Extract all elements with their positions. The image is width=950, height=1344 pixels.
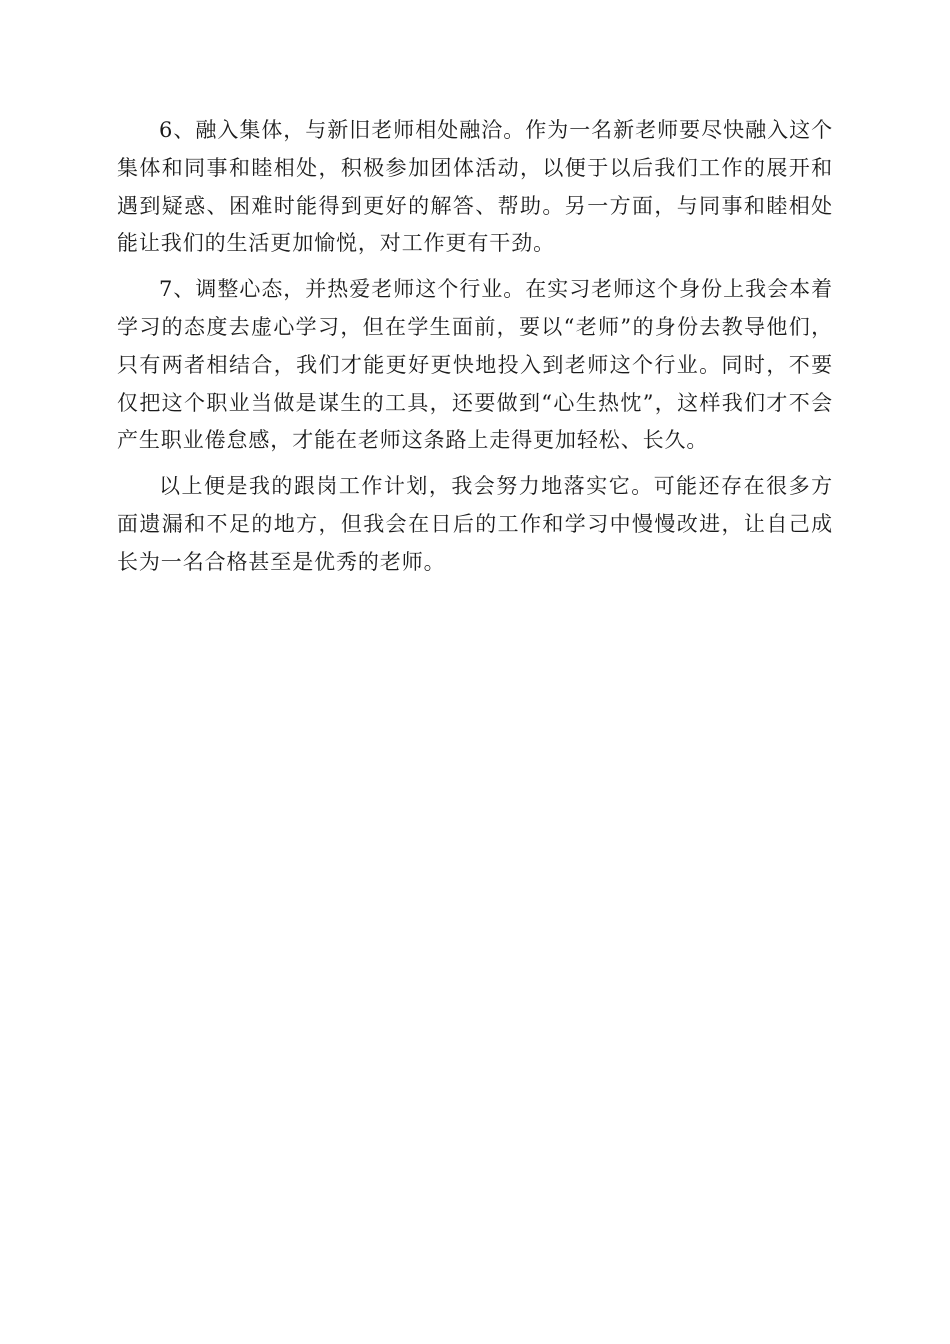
paragraph-item-7: 7、调整心态，并热爱老师这个行业。在实习老师这个身份上我会本着学习的态度去虚心学习，但在学生面前，要以“老师”的身份去教导他们，只有两者相结合，我们才能更好更快地投入到老师这个行业。同时，不要仅把这个职业当做是谋生的工具，还要做到“心生热忱”，这样我们才不会产生职业倦怠感，才能在老师这条路上走得更加轻松、长久。 [117, 277, 833, 453]
paragraph-item-6: 6、融入集体，与新旧老师相处融洽。作为一名新老师要尽快融入这个集体和同事和睦相处，积极参加团体活动，以便于以后我们工作的展开和遇到疑惑、困难时能得到更好的解答、帮助。另一方面，与同事和睦相处能让我们的生活更加愉悦，对工作更有干劲。 [117, 118, 833, 256]
document-body [117, 112, 833, 582]
paragraph-conclusion: 以上便是我的跟岗工作计划，我会努力地落实它。可能还存在很多方面遗漏和不足的地方，但我会在日后的工作和学习中慢慢改进，让自己成长为一名合格甚至是优秀的老师。 [117, 474, 833, 574]
